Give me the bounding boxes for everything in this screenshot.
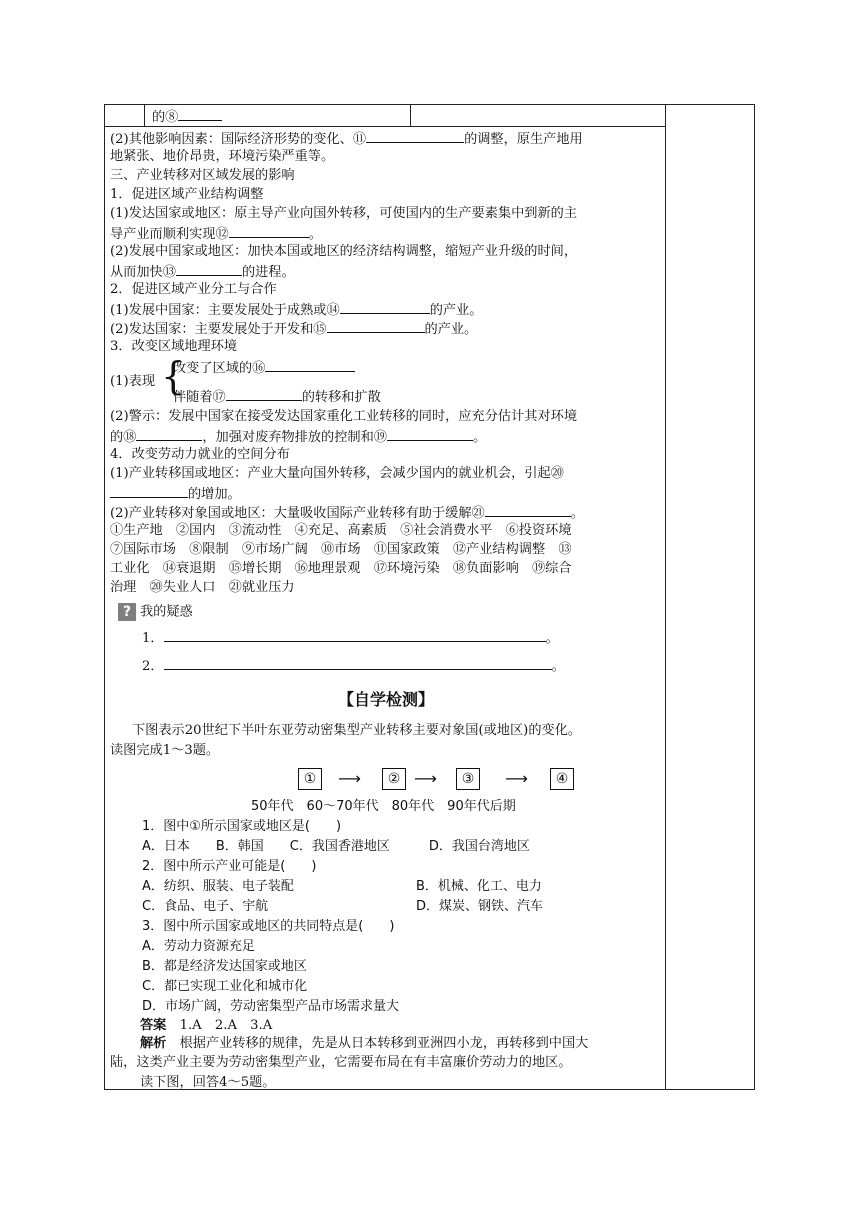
- intro-line: [132, 722, 581, 740]
- line-text: (2)发达国家：主要发展处于开发和⑮: [110, 322, 327, 337]
- line-text: (2)警示：发展中国家在接受发达国家重化工业转移的同时，应充分估计其对环境: [110, 409, 578, 424]
- line-tail: 的产业。: [424, 322, 478, 337]
- arrow-right-icon: ⟶: [338, 769, 361, 788]
- blank-line: [327, 319, 425, 333]
- text-line: [110, 560, 572, 578]
- text-line: [110, 465, 564, 483]
- answer-text: 1.A 2.A 3.A: [179, 1018, 273, 1033]
- question-line: C．食品、电子、宇航: [142, 899, 269, 914]
- text-line: [110, 148, 334, 166]
- row0-label: 的⑧: [152, 110, 179, 125]
- env-line1-text: 改变了区域的⑯: [173, 361, 266, 376]
- line-tail: 。: [308, 227, 322, 242]
- text-line: [110, 427, 486, 447]
- text-line: [110, 446, 290, 464]
- text-line: [110, 503, 584, 523]
- blank-line: [110, 484, 188, 498]
- text-line: [110, 408, 577, 426]
- cell-divider: [410, 104, 411, 126]
- section-title: 【自学检测】: [337, 690, 434, 709]
- doubt-end: 。: [545, 631, 559, 646]
- line-tail: 的产业。: [429, 303, 483, 318]
- text-line: [110, 262, 295, 282]
- line-tail: 的增加。: [188, 487, 241, 502]
- doubt-number: 2．: [142, 659, 164, 674]
- doubts-header: [118, 603, 193, 622]
- table-top-row: [104, 104, 665, 127]
- line-text: 地紧张、地价昂贵，环境污染严重等。: [110, 149, 335, 164]
- blank-line: [229, 224, 309, 238]
- doubt-item: [142, 628, 559, 648]
- blank-line: [136, 427, 202, 441]
- analysis-line: [110, 1054, 572, 1072]
- doubt-number: 1．: [142, 631, 164, 646]
- blank-line: [387, 427, 473, 441]
- line-text: 治理 ⑳失业人口 ㉑就业压力: [110, 580, 295, 595]
- blank-line: [164, 656, 552, 670]
- question-line: B．机械、化工、电力: [416, 879, 542, 894]
- env-line-2: [173, 387, 381, 407]
- line-text: 的⑱: [110, 430, 137, 445]
- column-divider: [665, 104, 666, 1090]
- line-text: (1)产业转移国或地区：产业大量向国外转移，会减少国内的就业机会，引起⑳: [110, 466, 564, 481]
- arrow-right-icon: ⟶: [505, 769, 528, 788]
- blank-line: [178, 107, 222, 121]
- line-text: (1)发达国家或地区：原主导产业向国外转移，可使国内的生产要素集中到新的主: [110, 206, 578, 221]
- question-line: D．市场广阔，劳动密集型产品市场需求量大: [142, 999, 400, 1014]
- analysis-text: 根据产业转移的规律，先是从日本转移到亚洲四小龙，再转移到中国大: [179, 1036, 589, 1051]
- question-line: A．劳动力资源充足: [142, 939, 255, 954]
- text-line: [110, 319, 477, 339]
- line-text: (2)发展中国家或地区：加快本国或地区的经济结构调整，缩短产业升级的时间，: [110, 244, 578, 259]
- line-tail: 的调整，原生产地用: [464, 132, 583, 147]
- row0-text: [152, 106, 222, 125]
- intro-text: 读图完成1～3题。: [110, 743, 220, 758]
- text-line: [110, 205, 577, 223]
- brace-icon: {: [161, 354, 186, 398]
- text-line: [110, 224, 322, 244]
- flow-box: ②: [382, 768, 406, 790]
- blank-line: [366, 129, 464, 143]
- question-line: C．都已实现工业化和城市化: [142, 979, 308, 994]
- line-tail: 。: [570, 506, 584, 521]
- arrow-right-icon: ⟶: [414, 769, 437, 788]
- text-line: [110, 522, 572, 540]
- env-line-1: [173, 358, 355, 378]
- answer-label: 答案: [140, 1018, 167, 1033]
- question-line: D．煤炭、钢铁、汽车: [416, 899, 544, 914]
- blank-line: [164, 628, 546, 642]
- question-line: 3．图中所示国家或地区的共同特点是( ): [142, 919, 395, 934]
- question-line: A．纺织、服装、电子装配: [142, 879, 294, 894]
- blank-line: [176, 262, 242, 276]
- line-tail: ，加强对废弃物排放的控制和⑲: [202, 430, 387, 445]
- line-text: 1．促进区域产业结构调整: [110, 187, 264, 202]
- answer-line: [140, 1017, 272, 1035]
- intro-text: 下图表示20世纪下半叶东亚劳动密集型产业转移主要对象国(或地区)的变化。: [132, 723, 582, 738]
- line-text: ①生产地 ②国内 ③流动性 ④充足、高素质 ⑤社会消费水平 ⑥投资环境: [110, 523, 572, 538]
- blank-line: [340, 300, 430, 314]
- flow-box: ③: [456, 768, 480, 790]
- final-text: 读下图，回答4～5题。: [140, 1075, 276, 1090]
- line-text: ⑦国际市场 ⑧限制 ⑨市场广阔 ⑩市场 ⑪国家政策 ⑫产业结构调整 ⑬: [110, 542, 572, 557]
- question-line: A．日本 B．韩国 C．我国香港地区 D．我国台湾地区: [142, 839, 530, 854]
- line-text: 3．改变区域地理环境: [110, 339, 238, 354]
- line-text: 导产业而顺利实现⑫: [110, 227, 229, 242]
- doubt-end: 。: [551, 659, 565, 674]
- env-label: [110, 373, 155, 391]
- line-text: (1)发展中国家：主要发展处于成熟或⑭: [110, 303, 340, 318]
- text-line: [110, 484, 241, 504]
- flow-diagram: [110, 768, 662, 816]
- text-line: [110, 167, 295, 185]
- question-line: 1．图中①所示国家或地区是( ): [142, 819, 342, 834]
- text-line: [110, 579, 295, 597]
- line-text: 三、产业转移对区域发展的影响: [110, 168, 295, 183]
- doubt-item: [142, 656, 565, 676]
- line-text: (2)产业转移对象国或地区：大量吸收国际产业转移有助于缓解㉑: [110, 506, 485, 521]
- analysis-line: [140, 1035, 588, 1053]
- line-text: 2．促进区域产业分工与合作: [110, 282, 277, 297]
- analysis-text: 陆，这类产业主要为劳动密集型产业，它需要布局在有丰富廉价劳动力的地区。: [110, 1055, 572, 1070]
- env-line2-text: 伴随着⑰: [173, 390, 226, 405]
- text-line: [110, 243, 577, 261]
- doubts-title: 我的疑惑: [140, 604, 193, 620]
- text-line: [110, 541, 572, 559]
- line-text: 4．改变劳动力就业的空间分布: [110, 447, 290, 462]
- flow-box: ④: [550, 768, 574, 790]
- env-line2-tail: 的转移和扩散: [301, 390, 381, 405]
- text-line: [110, 281, 277, 299]
- line-tail: 的进程。: [241, 265, 295, 280]
- line-tail: 。: [473, 430, 487, 445]
- text-line: [110, 129, 583, 149]
- cell-divider: [144, 104, 145, 126]
- env-label-text: (1)表现: [110, 374, 156, 389]
- line-text: 工业化 ⑭衰退期 ⑮增长期 ⑯地理景观 ⑰环境污染 ⑱负面影响 ⑲综合: [110, 561, 572, 576]
- blank-line: [265, 358, 355, 372]
- analysis-label: 解析: [140, 1036, 167, 1051]
- blank-line: [226, 387, 302, 401]
- flow-periods: 50年代 60～70年代 80年代 90年代后期: [251, 799, 516, 814]
- question-line: 2．图中所示产业可能是( ): [142, 859, 317, 874]
- blank-line: [485, 503, 571, 517]
- question-line: B．都是经济发达国家或地区: [142, 959, 307, 974]
- intro-line: [110, 742, 219, 760]
- line-text: 从而加快⑬: [110, 265, 176, 280]
- final-line: [140, 1074, 275, 1092]
- flow-box: ①: [298, 768, 322, 790]
- text-line: [110, 186, 263, 204]
- text-line: [110, 300, 482, 320]
- question-icon: ?: [118, 603, 136, 621]
- line-text: (2)其他影响因素：国际经济形势的变化、⑪: [110, 132, 367, 147]
